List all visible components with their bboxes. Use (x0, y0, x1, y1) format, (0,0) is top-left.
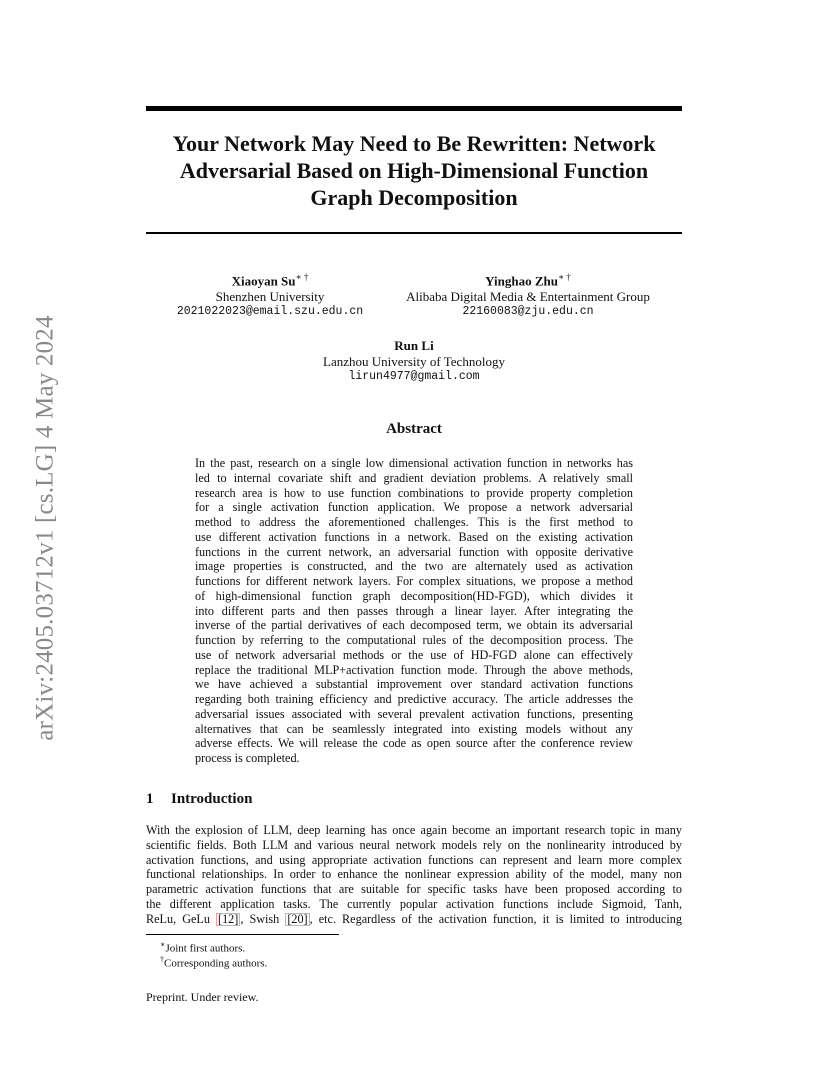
author-affiliation: Lanzhou University of Technology (323, 353, 505, 369)
abstract-body (195, 456, 633, 766)
body-line: parametric activation functions that are suitable for specific tasks have been proposed according to (146, 882, 682, 897)
body-line: scientific fields. Both LLM and various neural network models rely on the nonlinearity introduced by (146, 837, 682, 852)
abstract-line: function by referring to the computational rules of the decomposition process. The (195, 633, 633, 647)
footnote-mark: † (160, 955, 164, 964)
abstract-line: method to address the aforementioned challenges. This is the first method to (195, 515, 633, 529)
abstract-line: adverse effects. We will release the code as open source after the conference review (195, 736, 633, 751)
author-email: 2021022023@email.szu.edu.cn (176, 305, 364, 319)
section-number: 1 (146, 791, 154, 807)
paper-title (146, 130, 682, 211)
citation-link[interactable]: [12] (218, 911, 239, 926)
abstract-line: of high-dimensional function graph decomposition(HD-FGD), which divides it (195, 588, 633, 603)
author-email: 22160083@zju.edu.cn (462, 305, 594, 319)
body-line-with-citations: ReLu, GeLu [12] , Swish [20] , etc. Regardless of the activation function, it is limited to introducing (146, 911, 682, 926)
abstract-line: for a single activation function application. We propose a network adversarial (195, 500, 633, 515)
abstract-line: In the past, research on a single low dimensional activation function in networks has (195, 456, 633, 470)
body-line: functional relationships. In order to enhance the nonlinear expression ability of the model, many non (146, 867, 682, 882)
title-bottom-rule (146, 232, 682, 234)
title-line: Your Network May Need to Be Rewritten: Network (172, 131, 656, 156)
abstract-line: inverse of the partial derivatives of each decomposed term, we obtain its adversarial (195, 618, 633, 633)
citation-link[interactable]: [20] (287, 911, 308, 926)
body-line: the different application tasks. The currently popular activation functions include Sigmoid, Tanh, (146, 896, 682, 911)
body-line: activation functions, and using appropriate activation functions can represent and learn more complex (146, 852, 682, 867)
abstract-line: regarding both training efficiency and predictive accuracy. The article addresses the (195, 692, 633, 706)
author-affiliation: Shenzhen University (215, 288, 325, 304)
author-name: Run Li (394, 338, 434, 353)
abstract-line: we have achieved a substantial improvement over standard activation functions (195, 677, 633, 692)
footnote-rule (146, 934, 339, 935)
arxiv-sidebar (22, 288, 70, 768)
abstract-line: functions for different network layers. For complex situations, we propose a method (195, 574, 633, 588)
author-name: Xiaoyan Su∗ † (231, 272, 309, 289)
author-marks: ∗ † (557, 272, 571, 282)
introduction-body (146, 823, 682, 927)
abstract-line: research area is how to use function combinations to provide property completion (195, 485, 633, 500)
author-block-2 (388, 270, 668, 320)
abstract-heading: Abstract (386, 421, 442, 437)
body-line: With the explosion of LLM, deep learning has once again become an important research topic in many (146, 823, 682, 837)
author-email: lirun4977@gmail.com (348, 370, 480, 383)
footnote (160, 953, 267, 971)
abstract-line: adversarial issues associated with several prevalent activation functions, presenting (195, 706, 633, 721)
abstract-line: image properties is constructed, and the two are alternately used as activation (195, 559, 633, 574)
abstract-line: into different parts and then passes through a linear layer. After integrating the (195, 603, 633, 618)
author-block-3 (264, 338, 564, 385)
section-title: Introduction (171, 791, 253, 807)
abstract-line: led to internal covariate shift and gradient deviation problems. A relatively small (195, 470, 633, 485)
abstract-line: functions in the current network, an adversarial function with opposite derivative (195, 544, 633, 559)
title-top-rule (146, 106, 682, 111)
abstract-line: use of network adversarial methods or the use of HD-FGD alone can effectively (195, 647, 633, 662)
author-affiliation: Alibaba Digital Media & Entertainment Group (406, 288, 650, 304)
abstract-line: replace the traditional MLP+activation function mode. Through the above methods, (195, 662, 633, 677)
author-marks: ∗ † (295, 272, 309, 282)
title-line: Adversarial Based on High-Dimensional Function (179, 158, 649, 183)
abstract-line: alternatives that can be seamlessly integrated into existing models without any (195, 721, 633, 736)
footnote-text: Joint first authors. (165, 942, 246, 955)
abstract-line: use different activation functions in a network. Based on the existing activation (195, 529, 633, 544)
footnote-text: Corresponding authors. (164, 957, 268, 970)
author-block-1 (170, 270, 370, 320)
title-line: Graph Decomposition (310, 185, 518, 210)
arxiv-identifier: arXiv:2405.03712v1 [cs.LG] 4 May 2024 (32, 315, 59, 741)
preprint-notice: Preprint. Under review. (146, 990, 259, 1004)
footnote-mark: ∗ (160, 940, 166, 949)
author-name: Yinghao Zhu∗ † (485, 272, 571, 289)
section-heading (146, 791, 252, 808)
abstract-line: process is completed. (195, 751, 300, 765)
